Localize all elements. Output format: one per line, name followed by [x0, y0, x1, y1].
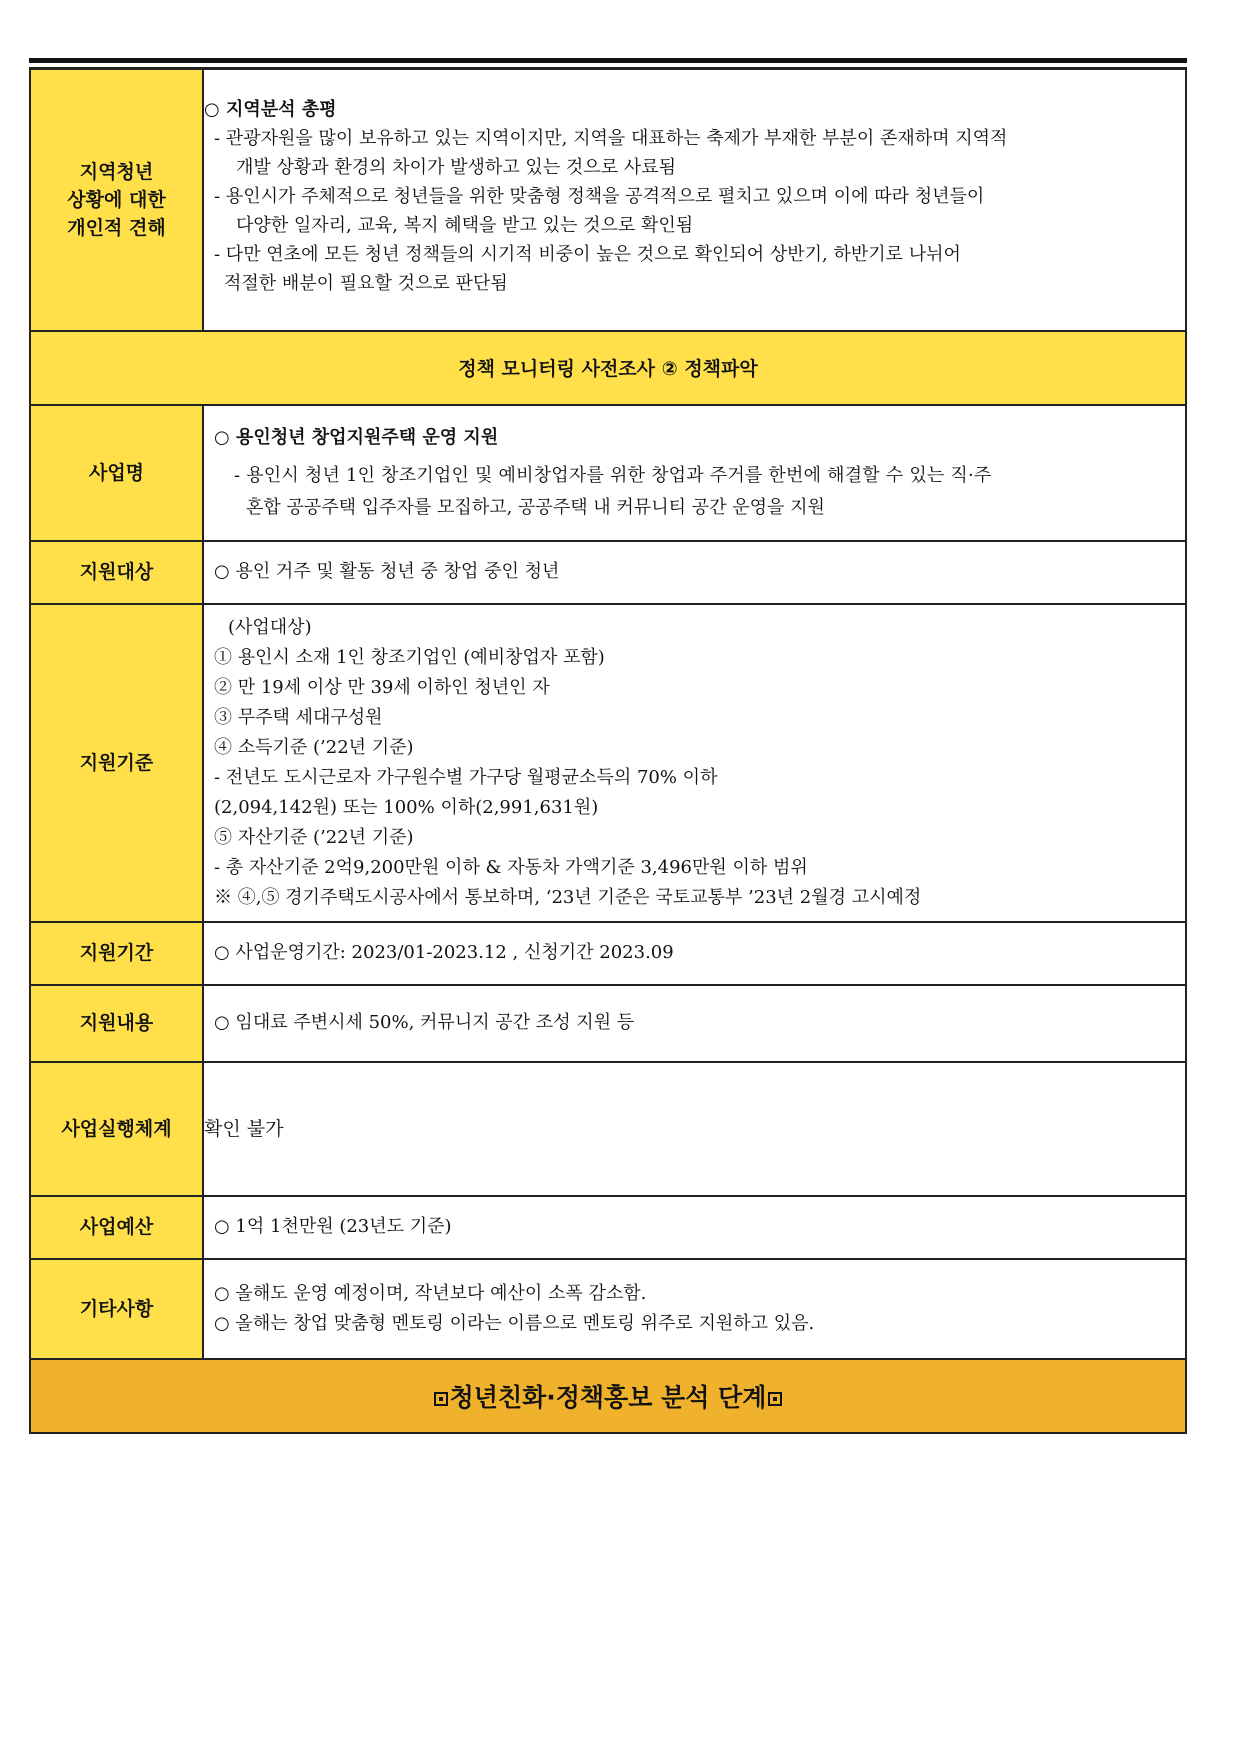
- row-personal-view: [30, 69, 1186, 331]
- analysis-line: 개발 상황과 환경의 차이가 발생하고 있는 것으로 사료됨: [236, 157, 676, 179]
- label-support-content: 지원내용: [30, 985, 203, 1062]
- business-desc-line: 혼합 공공주택 입주자를 모집하고, 공공주택 내 커뮤니티 공간 운영을 지원: [246, 496, 825, 518]
- square-bullet-icon: [768, 1392, 782, 1406]
- content-budget: [203, 1196, 1186, 1259]
- label-business-name: 사업명: [30, 405, 203, 541]
- analysis-line: 적절한 배분이 필요할 것으로 판단됨: [224, 273, 508, 295]
- row-period: [30, 922, 1186, 985]
- content-target: [203, 541, 1186, 604]
- label-line-1: 지역청년: [79, 160, 154, 183]
- label-system: 사업실행체계: [30, 1062, 203, 1196]
- row-target: [30, 541, 1186, 604]
- criteria-line: ① 용인시 소재 1인 창조기업인 (예비창업자 포함): [214, 646, 605, 668]
- label-line-3: 개인적 견해: [67, 216, 166, 239]
- row-criteria: [30, 604, 1186, 922]
- row-footer-band: [30, 1359, 1186, 1433]
- criteria-line: ② 만 19세 이상 만 39세 이하인 청년인 자: [214, 676, 550, 698]
- row-system: [30, 1062, 1186, 1196]
- criteria-line: (사업대상): [228, 616, 312, 638]
- target-text: ○ 용인 거주 및 활동 청년 중 창업 중인 청년: [214, 561, 560, 582]
- row-band-title: [30, 331, 1186, 405]
- label-target: 지원대상: [30, 541, 203, 604]
- label-criteria: 지원기준: [30, 604, 203, 922]
- row-support-content: [30, 985, 1186, 1062]
- content-personal-view: [203, 69, 1186, 331]
- business-heading: ○ 용인청년 창업지원주택 운영 지원: [214, 426, 499, 448]
- policy-table: [29, 67, 1187, 1434]
- footer-band-text: 청년친화·정책홍보 분석 단계: [449, 1382, 767, 1412]
- etc-line: ○ 올해는 창업 맞춤형 멘토링 이라는 이름으로 멘토링 위주로 지원하고 있음.: [214, 1312, 815, 1334]
- analysis-line: - 다만 연초에 모든 청년 정책들의 시기적 비중이 높은 것으로 확인되어 상반기, 하반기로 나뉘어: [214, 244, 961, 266]
- label-etc: 기타사항: [30, 1259, 203, 1359]
- analysis-line: 다양한 일자리, 교육, 복지 혜택을 받고 있는 것으로 확인됨: [236, 215, 694, 237]
- criteria-line: - 총 자산기준 2억9,200만원 이하 & 자동차 가액기준 3,496만원 이하 범위: [214, 856, 808, 878]
- label-budget: 사업예산: [30, 1196, 203, 1259]
- section-band-title: 정책 모니터링 사전조사 ② 정책파악: [30, 331, 1186, 405]
- content-criteria: [203, 604, 1186, 922]
- criteria-line: ③ 무주택 세대구성원: [214, 706, 383, 728]
- content-etc: [203, 1259, 1186, 1359]
- analysis-line: - 용인시가 주체적으로 청년들을 위한 맞춤형 정책을 공격적으로 펼치고 있으며 이에 따라 청년들이: [214, 186, 985, 208]
- row-etc: [30, 1259, 1186, 1359]
- content-period: [203, 922, 1186, 985]
- system-text: 확인 불가: [204, 1117, 284, 1140]
- content-business-name: [203, 405, 1186, 541]
- top-rule: [29, 58, 1187, 63]
- content-system: [203, 1062, 1186, 1196]
- criteria-line: ⑤ 자산기준 (’22년 기준): [214, 826, 414, 848]
- business-desc-line: - 용인시 청년 1인 창조기업인 및 예비창업자를 위한 창업과 주거를 한번에 해결할 수 있는 직·주: [234, 464, 992, 486]
- etc-line: ○ 올해도 운영 예정이며, 작년보다 예산이 소폭 감소함.: [214, 1282, 647, 1304]
- criteria-line: ④ 소득기준 (’22년 기준): [214, 736, 414, 758]
- budget-text: ○ 1억 1천만원 (23년도 기준): [214, 1216, 452, 1237]
- row-business-name: [30, 405, 1186, 541]
- criteria-line: (2,094,142원) 또는 100% 이하(2,991,631원): [214, 796, 599, 818]
- period-text: ○ 사업운영기간: 2023/01-2023.12 , 신청기간 2023.09: [214, 942, 674, 963]
- criteria-line: - 전년도 도시근로자 가구원수별 가구당 월평균소득의 70% 이하: [214, 766, 718, 788]
- support-content-text: ○ 임대료 주변시세 50%, 커뮤니지 공간 조성 지원 등: [214, 1012, 635, 1033]
- analysis-heading: ○ 지역분석 총평: [204, 99, 337, 121]
- square-bullet-icon: [434, 1392, 448, 1406]
- label-personal-view: [30, 69, 203, 331]
- content-support-content: [203, 985, 1186, 1062]
- criteria-line: ※ ④,⑤ 경기주택도시공사에서 통보하며, ‘23년 기준은 국토교통부 ’23년 2월경 고시예정: [214, 886, 922, 908]
- label-line-2: 상황에 대한: [67, 188, 166, 211]
- label-period: 지원기간: [30, 922, 203, 985]
- row-budget: [30, 1196, 1186, 1259]
- footer-band: [30, 1359, 1186, 1433]
- analysis-line: - 관광자원을 많이 보유하고 있는 지역이지만, 지역을 대표하는 축제가 부재한 부분이 존재하며 지역적: [214, 128, 1008, 150]
